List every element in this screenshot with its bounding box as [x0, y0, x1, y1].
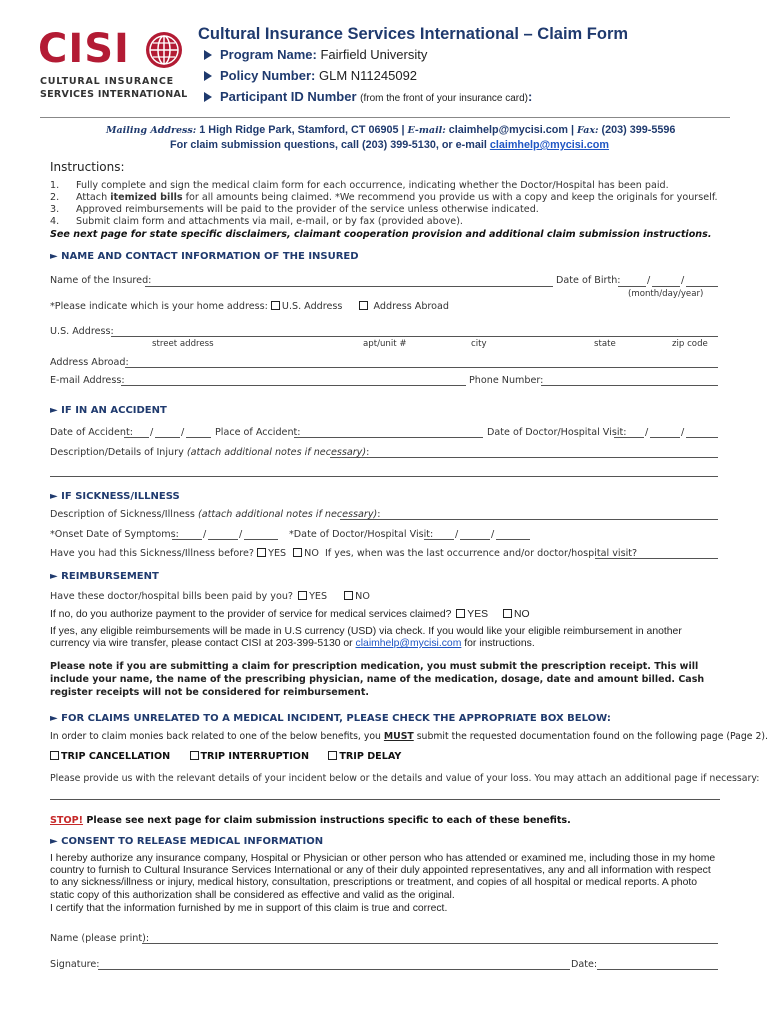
- sick-visit-label: *Date of Doctor/Hospital Visit:: [289, 529, 434, 540]
- accident-year-field[interactable]: [186, 437, 211, 438]
- date-slash: /: [150, 427, 154, 438]
- instruction-text: Fully complete and sign the medical claim form for each occurrence, indicating whether the Doctor/Hospital has been paid.: [76, 180, 669, 191]
- accident-visit-day-field[interactable]: [650, 437, 680, 438]
- abroad-address-option: Address Abroad: [373, 301, 449, 312]
- last-occurrence-field[interactable]: [595, 558, 718, 559]
- instruction-2: [50, 192, 718, 203]
- currency-text: If yes, any eligible reimbursements will be made in U.S currency (USD) via check. If you would like your eligible reimbursement in another currency via wire transfer, please contact CISI at 203-399-5130 or: [50, 626, 682, 650]
- program-value: Fairfield University: [320, 47, 428, 62]
- dob-day-field[interactable]: [652, 286, 680, 287]
- header-divider: [40, 117, 730, 118]
- trip-delay-label: TRIP DELAY: [339, 751, 402, 762]
- email-label: E-mail:: [407, 125, 446, 136]
- arrow-icon: [204, 50, 212, 60]
- instruction-num: 2.: [50, 192, 60, 203]
- currency-claimhelp-link[interactable]: claimhelp@mycisi.com: [355, 638, 462, 650]
- dob-slash: /: [647, 275, 651, 286]
- policy-value: GLM N11245092: [318, 68, 418, 83]
- auth-yes-label: YES: [467, 609, 489, 620]
- instruction-text: Submit claim form and attachments via mail, e-mail, or by fax (provided above).: [76, 216, 463, 227]
- sickness-yes-checkbox[interactable]: [257, 548, 266, 557]
- sickness-before-row: [50, 548, 637, 559]
- abroad-field[interactable]: [125, 367, 718, 368]
- unrelated-intro: [50, 731, 768, 742]
- mailing-label: Mailing Address:: [106, 125, 197, 136]
- email-label: E-mail Address:: [50, 375, 125, 386]
- date-slash: /: [491, 529, 495, 540]
- email-value[interactable]: claimhelp@mycisi.com: [448, 124, 568, 136]
- name-label: Name of the Insured:: [50, 275, 152, 286]
- questions-text: For claim submission questions, call (203) 399-5130, or e-mail: [170, 139, 487, 151]
- city-sub: city: [471, 339, 487, 349]
- street-sub: street address: [152, 339, 214, 349]
- paid-yes-label: YES: [309, 591, 328, 602]
- participant-row: [204, 89, 532, 104]
- sickness-label-text: Description of Sickness/Illness: [50, 509, 195, 520]
- mailing-value: 1 High Ridge Park, Stamford, CT 06905: [199, 124, 399, 136]
- date-slash: /: [203, 529, 207, 540]
- home-question-text: *Please indicate which is your home address:: [50, 301, 268, 312]
- instruction-4: [50, 216, 463, 227]
- print-name-field[interactable]: [142, 943, 718, 944]
- contact-line2: [170, 139, 609, 151]
- date-slash: /: [455, 529, 459, 540]
- unrelated-heading: ► FOR CLAIMS UNRELATED TO A MEDICAL INCIDENT, PLEASE CHECK THE APPROPRIATE BOX BELOW:: [50, 713, 611, 724]
- dob-month-field[interactable]: [618, 286, 646, 287]
- injury-label-text: Description/Details of Injury: [50, 447, 184, 458]
- last-occurrence-question: If yes, when was the last occurrence and/or doctor/hospital visit?: [324, 548, 638, 559]
- accident-visit-year-field[interactable]: [686, 437, 718, 438]
- sick-visit-day-field[interactable]: [460, 539, 490, 540]
- logo-line2: SERVICES INTERNATIONAL: [40, 89, 188, 100]
- auth-no-checkbox[interactable]: [503, 609, 512, 618]
- globe-icon: [144, 30, 184, 70]
- paid-no-checkbox[interactable]: [344, 591, 353, 600]
- paid-row: [50, 591, 370, 602]
- accident-date-label: Date of Accident:: [50, 427, 133, 438]
- authorize-question: If no, do you authorize payment to the provider of service for medical services claimed?: [50, 609, 452, 620]
- instructions-heading: Instructions:: [50, 160, 125, 174]
- sickness-yes-label: YES: [268, 548, 287, 559]
- logo-letters: CISI: [38, 26, 130, 72]
- sickness-heading: ► IF SICKNESS/ILLNESS: [50, 491, 180, 502]
- program-row: [204, 47, 427, 62]
- stop-text: Please see next page for claim submission instructions specific to each of these benefits.: [86, 815, 571, 826]
- participant-note: (from the front of your insurance card): [360, 93, 529, 104]
- injury-desc-label: [50, 447, 369, 458]
- consent-heading: ► CONSENT TO RELEASE MEDICAL INFORMATION: [50, 836, 324, 847]
- intro-must: MUST: [383, 731, 414, 742]
- stop-note: [50, 815, 571, 826]
- trip-delay-checkbox[interactable]: [328, 751, 337, 760]
- contact-line1: [106, 124, 675, 136]
- date-slash: /: [239, 529, 243, 540]
- accident-visit-label: Date of Doctor/Hospital Visit:: [487, 427, 627, 438]
- accident-heading: ► IF IN AN ACCIDENT: [50, 405, 167, 416]
- sickness-label-note: (attach additional notes if necessary): [198, 509, 378, 520]
- signature-label: Signature:: [50, 959, 100, 970]
- zip-sub: zip code: [672, 339, 708, 349]
- instruction-num: 3.: [50, 204, 60, 215]
- authorize-row: [50, 609, 530, 620]
- rx-note: Please note if you are submitting a claim for prescription medication, you must submit the prescription receipt. This will include your name, the name of the prescribing physician, name of the medication, dosage, date and amount billed. Cash register receipts will not be considered for reimbursement.: [50, 661, 705, 698]
- apt-sub: apt/unit #: [363, 339, 407, 349]
- instruction-num: 4.: [50, 216, 60, 227]
- instruction-num: 1.: [50, 180, 60, 191]
- fax-label: Fax:: [576, 125, 599, 136]
- cisi-logo: [38, 26, 188, 106]
- sickness-desc-field[interactable]: [340, 519, 718, 520]
- us-address-field[interactable]: [111, 336, 718, 337]
- phone-label: Phone Number:: [469, 375, 544, 386]
- instruction-1: [50, 180, 669, 191]
- claimhelp-link[interactable]: claimhelp@mycisi.com: [489, 139, 609, 151]
- currency-note: [50, 626, 722, 650]
- consent-text: I hereby authorize any insurance company, Hospital or Physician or other person who has attended or examined me, including those in my home country to furnish to Cultural Insurance Services International or any of their duly appointed representatives, any and all information with respect to any sickness/illness or injury, medical history, consultation, prescriptions or treatment, and copies of all hospital or medical reports. A photo static copy of this authorization shall be considered as effective and valid as the original.: [50, 853, 716, 901]
- arrow-icon: [204, 71, 212, 81]
- paid-question: Have these doctor/hospital bills been paid by you?: [50, 591, 293, 602]
- see-next-note: See next page for state specific disclaimers, claimant cooperation provision and additional claim submission instructions.: [50, 229, 712, 240]
- state-sub: state: [594, 339, 616, 349]
- currency-tail: for instructions.: [464, 638, 535, 650]
- trip-interruption-checkbox[interactable]: [190, 751, 199, 760]
- date-label: Date:: [571, 959, 598, 970]
- us-address-label: U.S. Address:: [50, 326, 114, 337]
- instruction-text: Approved reimbursements will be paid to the provider of the service unless otherwise indicated.: [76, 204, 539, 215]
- accident-visit-month-field[interactable]: [614, 437, 644, 438]
- name-field[interactable]: [145, 286, 553, 287]
- dob-label: Date of Birth:: [556, 275, 621, 286]
- date-slash: /: [681, 427, 685, 438]
- trip-cancellation-label: TRIP CANCELLATION: [61, 751, 171, 762]
- onset-day-field[interactable]: [208, 539, 238, 540]
- sick-visit-year-field[interactable]: [496, 539, 530, 540]
- injury-label-note: (attach additional notes if necessary): [186, 447, 367, 458]
- form-title: Cultural Insurance Services International – Claim Form: [198, 25, 629, 43]
- instruction-text: Attach: [76, 192, 111, 203]
- dob-slash: /: [681, 275, 685, 286]
- instruction-3: [50, 204, 539, 215]
- policy-label: Policy Number:: [220, 68, 316, 83]
- instruction-bold: itemized bills: [110, 192, 183, 203]
- onset-month-field[interactable]: [172, 539, 202, 540]
- intro-text-post: submit the requested documentation found on the following page (Page 2).: [416, 731, 768, 742]
- logo-line1: CULTURAL INSURANCE: [40, 76, 174, 87]
- program-label: Program Name:: [220, 47, 317, 62]
- trip-options: [50, 751, 401, 762]
- certify-text: I certify that the information furnished by me in support of this claim is true and correct.: [50, 903, 448, 914]
- trip-cancellation-checkbox[interactable]: [50, 751, 59, 760]
- dob-hint: (month/day/year): [628, 289, 704, 299]
- stop-label: STOP!: [50, 815, 84, 826]
- us-address-checkbox[interactable]: [271, 301, 280, 310]
- auth-no-label: NO: [513, 609, 530, 620]
- paid-yes-checkbox[interactable]: [298, 591, 307, 600]
- instruction-text: for all amounts being claimed. *We recommend you provide us with a copy and keep the originals for yourself.: [182, 192, 718, 203]
- sickness-label-colon: :: [377, 509, 381, 520]
- abroad-label: Address Abroad:: [50, 357, 129, 368]
- participant-label: Participant ID Number: [220, 89, 357, 104]
- dob-year-field[interactable]: [686, 286, 718, 287]
- sickness-no-label: NO: [304, 548, 319, 559]
- fax-value: (203) 399-5596: [601, 124, 676, 136]
- us-address-option: U.S. Address: [281, 301, 343, 312]
- incident-details-label: Please provide us with the relevant details of your incident below or the details and value of your loss. You may attach an additional page if necessary:: [50, 773, 760, 784]
- injury-desc-field-2[interactable]: [50, 476, 718, 477]
- abroad-address-checkbox[interactable]: [359, 301, 368, 310]
- sickness-desc-label: [50, 509, 381, 520]
- onset-year-field[interactable]: [244, 539, 278, 540]
- sickness-no-checkbox[interactable]: [293, 548, 302, 557]
- policy-row: [204, 68, 417, 83]
- accident-place-label: Place of Accident:: [215, 427, 301, 438]
- onset-label: *Onset Date of Symptoms:: [50, 529, 179, 540]
- accident-month-field[interactable]: [124, 437, 149, 438]
- signature-field[interactable]: [98, 969, 570, 970]
- print-name-label: Name (please print):: [50, 933, 150, 944]
- sickness-before-question: Have you had this Sickness/Illness before?: [50, 548, 255, 559]
- accident-day-field[interactable]: [155, 437, 180, 438]
- insured-heading: ► NAME AND CONTACT INFORMATION OF THE INSURED: [50, 251, 359, 262]
- trip-interruption-label: TRIP INTERRUPTION: [200, 751, 309, 762]
- participant-colon: :: [528, 89, 533, 104]
- arrow-icon: [204, 92, 212, 102]
- email-field[interactable]: [121, 385, 466, 386]
- date-slash: /: [645, 427, 649, 438]
- accident-place-field[interactable]: [294, 437, 483, 438]
- paid-no-label: NO: [355, 591, 370, 602]
- separator: |: [570, 124, 574, 136]
- intro-text: In order to claim monies back related to one of the below benefits, you: [50, 731, 381, 742]
- sick-visit-month-field[interactable]: [424, 539, 454, 540]
- date-slash: /: [181, 427, 185, 438]
- injury-label-colon: :: [366, 447, 370, 458]
- injury-desc-field[interactable]: [330, 457, 718, 458]
- home-address-question: [50, 301, 449, 312]
- reimbursement-heading: ► REIMBURSEMENT: [50, 571, 159, 582]
- incident-details-field[interactable]: [50, 799, 720, 800]
- phone-field[interactable]: [541, 385, 718, 386]
- auth-yes-checkbox[interactable]: [456, 609, 465, 618]
- date-field[interactable]: [597, 969, 718, 970]
- separator: |: [401, 124, 405, 136]
